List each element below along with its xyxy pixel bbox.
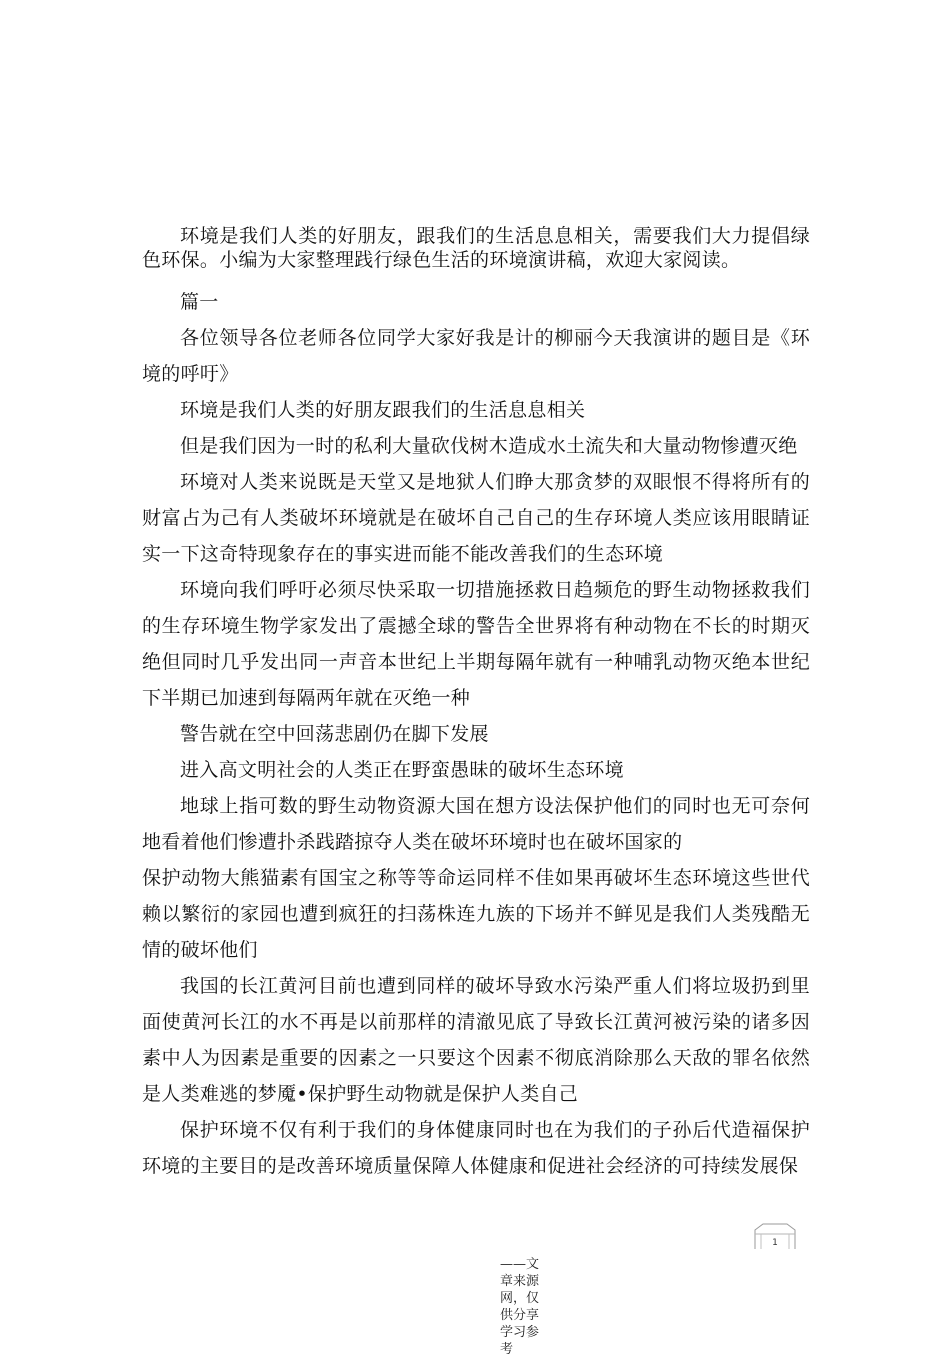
paragraph: 进入高文明社会的人类正在野蛮愚昧的破坏生态环境 xyxy=(180,759,624,781)
document-body xyxy=(142,224,810,1184)
paragraph: 环境向我们呼吁必须尽快采取一切措施拯救日趋频危的野生动物拯救我们的生存环境生物学家发出了震撼全球的警告全世界将有种动物在不长的时期灭绝但同时几乎发出同一声音本世纪上半期每隔年就有一种哺乳动物灭绝本世纪下半期已加速到每隔两年就在灭绝一种 xyxy=(142,579,810,709)
paragraph: 各位领导各位老师各位同学大家好我是计的柳丽今天我演讲的题目是《环境的呼吁》 xyxy=(142,327,810,385)
section-label: 篇一 xyxy=(180,291,219,313)
paragraph: 保护环境不仅有利于我们的身体健康同时也在为我们的子孙后代造福保护环境的主要目的是改善环境质量保障人体健康和促进社会经济的可持续发展保 xyxy=(142,1119,810,1177)
source-note: ——文章来源网，仅供分享学习参考 xyxy=(500,1257,540,1357)
paragraph: 保护动物大熊猫素有国宝之称等等命运同样不佳如果再破坏生态环境这些世代赖以繁衍的家园也遭到疯狂的扫荡株连九族的下场并不鲜见是我们人类残酷无情的破坏他们 xyxy=(142,867,810,961)
paragraph: 环境对人类来说既是天堂又是地狱人们睁大那贪梦的双眼恨不得将所有的财富占为己有人类破坏环境就是在破坏自己自己的生存环境人类应该用眼睛证实一下这奇特现象存在的事实进而能不能改善我们的生态环境 xyxy=(142,471,810,565)
intro-paragraph: 环境是我们人类的好朋友，跟我们的生活息息相关，需要我们大力提倡绿色环保。小编为大家整理践行绿色生活的环境演讲稿，欢迎大家阅读。 xyxy=(142,225,810,271)
paragraph: 地球上指可数的野生动物资源大国在想方设法保护他们的同时也无可奈何地看着他们惨遭扑杀践踏掠夺人类在破坏环境时也在破坏国家的 xyxy=(142,795,810,853)
page-number: 1 xyxy=(772,1238,778,1248)
paragraph: 但是我们因为一时的私利大量砍伐树木造成水土流失和大量动物惨遭灭绝 xyxy=(180,435,798,457)
paragraph: 警告就在空中回荡悲剧仍在脚下发展 xyxy=(180,723,489,745)
paragraph: 我国的长江黄河目前也遭到同样的破坏导致水污染严重人们将垃圾扔到里面使黄河长江的水不再是以前那样的清澈见底了导致长江黄河被污染的诸多因素中人为因素是重要的因素之一只要这个因素不彻底消除那么天敌的罪名依然是人类难逃的梦魇•保护野生动物就是保护人类自己 xyxy=(142,975,810,1105)
paragraph: 环境是我们人类的好朋友跟我们的生活息息相关 xyxy=(180,399,586,421)
page-number-badge xyxy=(753,1222,797,1250)
